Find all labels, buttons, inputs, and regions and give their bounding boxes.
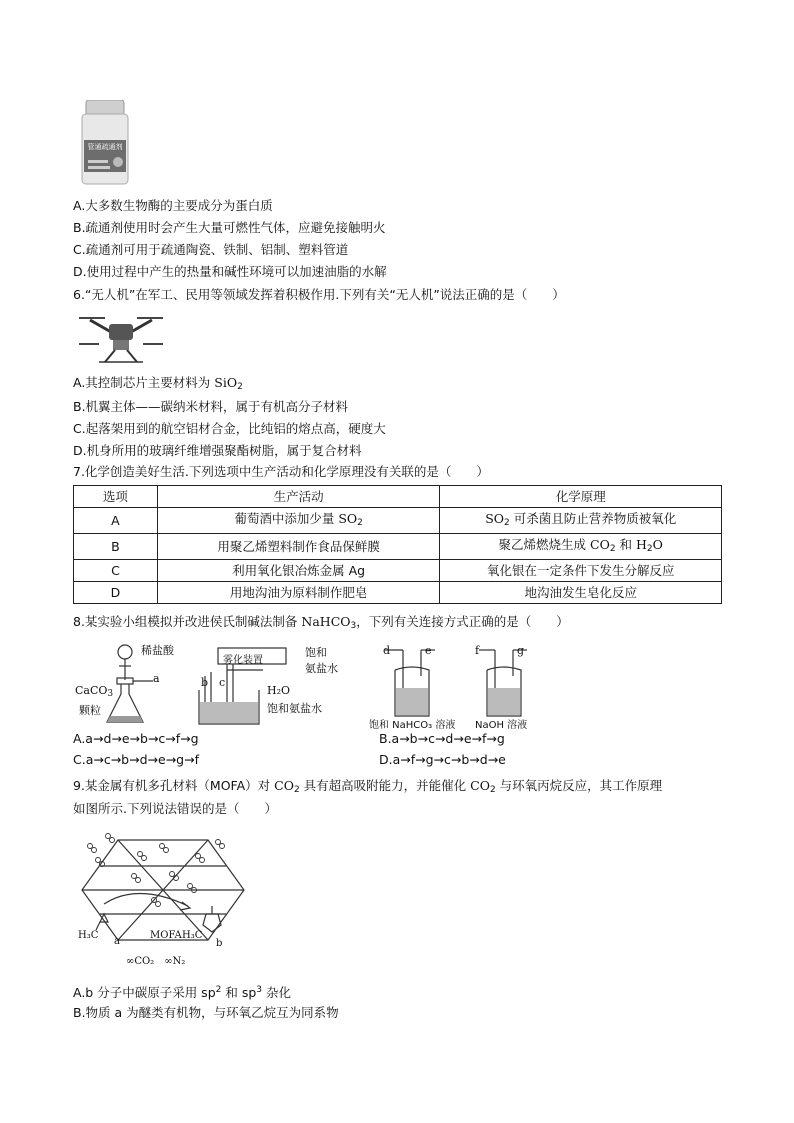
q7-table bbox=[73, 485, 722, 604]
row-a-activity-sub: 2 bbox=[357, 517, 363, 528]
q9-stem-post: 与环氧丙烷反应，其工作原理 bbox=[495, 778, 663, 793]
fig8-saturated-ammonia-brine: 饱和氨盐水 bbox=[267, 702, 322, 715]
row-c-option: C bbox=[74, 560, 158, 582]
row-b-principle-formula2: H bbox=[636, 536, 647, 552]
fig8-caco3-sub: 3 bbox=[107, 689, 114, 699]
table-row bbox=[74, 582, 722, 604]
drain-cleaner-bottle-image bbox=[80, 100, 130, 185]
q9-option-a-sup2: 3 bbox=[256, 985, 263, 995]
fig8-port-f: f bbox=[475, 644, 480, 657]
q9-stem-formula1: CO bbox=[274, 778, 294, 793]
q5-option-b: B.疏通剂使用时会产生大量可燃性气体，应避免接触明火 bbox=[73, 220, 386, 235]
fig9-mofa-label: MOFA bbox=[150, 930, 182, 941]
q7-stem: 7.化学创造美好生活.下列选项中生产活动和化学原理没有关联的是（ ） bbox=[73, 464, 489, 479]
fig9-label-b: b bbox=[216, 938, 223, 949]
fig8-ammonia-brine: 氨盐水 bbox=[305, 662, 338, 675]
fig8-port-a: a bbox=[153, 672, 160, 685]
row-a-principle-sub: 2 bbox=[504, 517, 510, 528]
row-c-principle: 氧化银在一定条件下发生分解反应 bbox=[440, 560, 722, 582]
table-row bbox=[74, 534, 722, 560]
q9-stem-line2: 如图所示.下列说法错误的是（ ） bbox=[73, 801, 277, 816]
q9-mofa-figure bbox=[78, 826, 250, 966]
q8-stem bbox=[73, 613, 569, 635]
fig8-nahco3-label: 饱和 NaHCO₃ 溶液 bbox=[369, 720, 456, 731]
q8-option-c: C.a→c→b→d→e→g→f bbox=[73, 752, 199, 767]
q9-stem-mid: 具有超高吸附能力，并能催化 bbox=[299, 778, 471, 793]
fig9-h3c-a: H₃C bbox=[78, 930, 99, 941]
fig8-port-c: c bbox=[219, 676, 226, 689]
row-b-option: B bbox=[74, 534, 158, 560]
row-b-activity: 用聚乙烯塑料制作食品保鲜膜 bbox=[157, 534, 440, 560]
q6-option-d: D.机身所用的玻璃纤维增强聚酯树脂，属于复合材料 bbox=[73, 443, 362, 458]
q6-option-a-text: A.其控制芯片主要材料为 bbox=[73, 375, 215, 390]
row-b-principle bbox=[440, 534, 722, 560]
fig8-caco3 bbox=[75, 684, 113, 699]
table-row bbox=[74, 560, 722, 582]
table-row bbox=[74, 508, 722, 534]
q9-option-a-post: 杂化 bbox=[262, 985, 291, 1000]
q9-option-a bbox=[73, 981, 291, 1002]
q9-stem-line1 bbox=[73, 777, 662, 799]
q9-stem-sub1: 2 bbox=[293, 785, 300, 795]
fig8-naoh-label: NaOH 溶液 bbox=[475, 720, 528, 731]
row-d-activity: 用地沟油为原料制作肥皂 bbox=[157, 582, 440, 604]
row-b-principle-sub1: 2 bbox=[609, 543, 616, 554]
row-b-principle-sub2: 2 bbox=[646, 543, 653, 554]
q8-option-b: B.a→b→c→d→e→f→g bbox=[379, 731, 505, 746]
q9-option-a-mid: 和 sp bbox=[221, 985, 257, 1000]
table-header-row bbox=[74, 486, 722, 508]
fig8-port-d: d bbox=[383, 644, 391, 657]
q8-option-d: D.a→f→g→c→b→d→e bbox=[379, 752, 506, 767]
q6-option-a-sub: 2 bbox=[237, 382, 243, 392]
q8-stem-text: 8.某实验小组模拟并改进侯氏制碱法制备 bbox=[73, 614, 302, 629]
fig8-port-g: g bbox=[517, 644, 525, 657]
q9-option-a-sup1: 2 bbox=[215, 985, 222, 995]
table-header-principle: 化学原理 bbox=[440, 486, 722, 508]
row-b-principle-formula1: CO bbox=[590, 536, 610, 552]
q6-option-b: B.机翼主体——碳纳米材料，属于有机高分子材料 bbox=[73, 399, 349, 414]
fig9-h3c-b: H₃C bbox=[182, 930, 203, 941]
q6-option-a bbox=[73, 374, 243, 396]
q9-option-b: B.物质 a 为醚类有机物，与环氧乙烷互为同系物 bbox=[73, 1005, 339, 1020]
fig9-legend: ∞CO₂ ∞N₂ bbox=[126, 956, 186, 967]
row-a-activity bbox=[157, 508, 440, 534]
q6-stem: 6.“无人机”在军工、民用等领域发挥着积极作用.下列有关“无人机”说法正确的是（ ） bbox=[73, 287, 565, 302]
q8-stem-sub: 3 bbox=[350, 621, 357, 631]
q8-stem-formula: NaHCO bbox=[301, 614, 351, 629]
row-a-option: A bbox=[74, 508, 158, 534]
q9-option-a-text: A.b 分子中碳原子采用 sp bbox=[73, 985, 216, 1000]
q6-option-c: C.起落架用到的航空铝材合金，比纯铝的熔点高，硬度大 bbox=[73, 421, 386, 436]
fig8-h2o: H₂O bbox=[267, 684, 291, 697]
table-header-activity: 生产活动 bbox=[157, 486, 440, 508]
row-a-principle bbox=[440, 508, 722, 534]
row-b-principle-mid: 和 bbox=[615, 536, 636, 552]
fig8-caco3-formula: CaCO bbox=[75, 684, 108, 697]
fig8-port-b: b bbox=[201, 676, 209, 689]
table-header-option: 选项 bbox=[74, 486, 158, 508]
row-a-principle-formula: SO bbox=[485, 510, 504, 526]
bottle-label: 管通疏通剂 bbox=[87, 143, 123, 151]
q9-stem-sub2: 2 bbox=[489, 785, 496, 795]
fig8-port-e: e bbox=[425, 644, 432, 657]
fig8-mist-device: 雾化装置 bbox=[223, 655, 263, 666]
q9-stem-text: 9.某金属有机多孔材料（MOFA）对 bbox=[73, 778, 275, 793]
row-d-principle: 地沟油发生皂化反应 bbox=[440, 582, 722, 604]
fig9-label-a: a bbox=[114, 936, 120, 947]
row-c-activity: 利用氧化银冶炼金属 Ag bbox=[157, 560, 440, 582]
q9-stem-formula2: CO bbox=[470, 778, 490, 793]
q6-option-a-formula: SiO bbox=[214, 375, 238, 390]
q8-stem-post: ，下列有关连接方式正确的是（ ） bbox=[356, 614, 569, 629]
fig8-acid-label: 稀盐酸 bbox=[141, 644, 174, 657]
row-a-principle-text: 可杀菌且防止营养物质被氧化 bbox=[509, 510, 677, 526]
row-a-activity-text: 葡萄酒中添加少量 bbox=[234, 510, 339, 526]
q5-option-c: C.疏通剂可用于疏通陶瓷、铁制、铝制、塑料管道 bbox=[73, 242, 349, 257]
q8-apparatus-figure bbox=[73, 640, 548, 730]
fig8-particles: 颗粒 bbox=[79, 704, 101, 717]
row-a-activity-formula: SO bbox=[338, 510, 358, 526]
q5-option-d: D.使用过程中产生的热量和碱性环境可以加速油脂的水解 bbox=[73, 264, 387, 279]
drone-image bbox=[75, 310, 167, 365]
row-b-principle-formula2b: O bbox=[652, 536, 663, 552]
q5-option-a: A.大多数生物酶的主要成分为蛋白质 bbox=[73, 198, 273, 213]
row-d-option: D bbox=[74, 582, 158, 604]
fig8-saturated: 饱和 bbox=[305, 646, 327, 659]
row-b-principle-text: 聚乙烯燃烧生成 bbox=[498, 536, 590, 552]
q8-option-a: A.a→d→e→b→c→f→g bbox=[73, 731, 199, 746]
